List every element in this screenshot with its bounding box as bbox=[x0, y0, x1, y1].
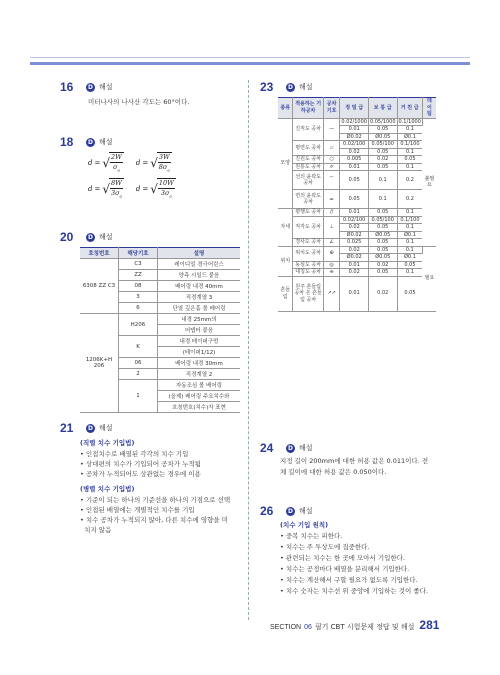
q20-heading bbox=[60, 230, 113, 244]
table-cell: 0.02 bbox=[340, 246, 369, 254]
table-cell: 어댑터 붙음 bbox=[158, 325, 241, 336]
table-cell: 0.02/1000 bbox=[341, 118, 367, 125]
q26-label: 해설 bbox=[299, 507, 313, 515]
table-cell: Ø0.1 bbox=[397, 231, 422, 239]
q26-bullet: • 치수는 공정마다 배열을 분리해서 기입한다. bbox=[280, 565, 410, 573]
table-cell: 0.05 bbox=[397, 156, 422, 164]
table-cell: 0.1 bbox=[397, 126, 422, 134]
table-cell: 6 bbox=[119, 303, 158, 314]
table-cell: 모양 bbox=[278, 118, 293, 209]
table-cell: Ø0.02 bbox=[340, 133, 369, 141]
table-cell: 0.02 bbox=[368, 261, 397, 269]
table-cell: ↗↗ bbox=[323, 276, 340, 311]
table-cell: 레이디얼 경극어린스 bbox=[158, 259, 241, 270]
table-cell: 1206K+H 206 bbox=[80, 314, 119, 413]
table-header-cell: 보 통 급 bbox=[368, 98, 397, 119]
q24-text-line-2: 체 길이에 대한 허용 값은 0.050이다. bbox=[280, 468, 387, 476]
table-cell: ∠ bbox=[323, 239, 340, 247]
table-cell: 베어링 내경 30mm bbox=[158, 358, 241, 369]
q18-formula-1: d = √ $\frac{2W}{\sigma_a}$ d = √ $\frac{3W}{8\sigma_a}$ bbox=[88, 153, 170, 173]
q18-heading bbox=[60, 135, 113, 149]
table-header-cell: 적용하는 기하공차 bbox=[293, 98, 323, 119]
table-cell: 평면도 공차 bbox=[293, 141, 323, 156]
table-cell: 0.1 bbox=[397, 148, 422, 156]
table-cell: 0.2 bbox=[397, 171, 422, 190]
q18-formula-2: d = √ $\frac{8W}{3\sigma_a}$ d = √ $\frac{10W}{3\sigma_a}$ bbox=[88, 179, 174, 199]
table-cell: Ø0.1 bbox=[397, 133, 422, 141]
table-cell: 0.1/1000 bbox=[398, 118, 421, 125]
q21-bullet: • 기준이 되는 하나의 기준선을 하나의 기점으로 선택 bbox=[80, 496, 231, 504]
table-cell: 필요 bbox=[422, 246, 436, 311]
table-header-cell: 설명 bbox=[158, 248, 241, 259]
table-cell: 양측 시일드 붙음 bbox=[158, 270, 241, 281]
q21-bullet: • 치수 공차가 누적되지 않아, 다른 치수에 영향을 미 bbox=[80, 516, 229, 524]
answer-icon: D bbox=[86, 424, 95, 433]
q26-bullet: • 치수는 계산해서 구할 필요가 없도록 기입한다. bbox=[280, 576, 418, 584]
footer-title: 필기 CBT 시험문제 정답 및 해설 bbox=[314, 623, 415, 631]
table-cell: 단열 깊은홈 볼 베어링 bbox=[158, 303, 241, 314]
table-cell: 1 bbox=[119, 380, 158, 413]
table-cell: Ø0.1 bbox=[397, 254, 422, 262]
q26-bullet: • 관련되는 치수는 한 곳에 모아서 기입한다. bbox=[280, 554, 406, 562]
table-cell: Ø0.05 bbox=[368, 133, 397, 141]
table-cell: 0.05/100 bbox=[368, 141, 397, 149]
table-cell: 0.1 bbox=[397, 269, 422, 277]
table-cell: 진원도 공차 bbox=[293, 156, 323, 164]
table-cell: 진직도 공차 bbox=[293, 118, 323, 141]
table-cell: ⌭ bbox=[323, 163, 340, 171]
q21-heading bbox=[60, 421, 113, 435]
table-cell: 동심도 공차 bbox=[293, 261, 323, 269]
table-cell: 0.1 bbox=[397, 163, 422, 171]
table-cell: 위치도 공차 bbox=[293, 246, 323, 261]
q21-label: 해설 bbox=[99, 424, 113, 432]
table-cell: ⌓ bbox=[323, 190, 340, 209]
table-cell: 0.02 bbox=[340, 224, 369, 232]
table-cell: 0.05 bbox=[368, 126, 397, 134]
table-cell: 호칭번호(치수)자 표현 bbox=[158, 402, 241, 413]
table-cell: 08 bbox=[119, 281, 158, 292]
table-cell: ○ bbox=[323, 156, 340, 164]
table-cell: 0.1/100 bbox=[397, 216, 422, 224]
q16-label: 해설 bbox=[99, 83, 113, 91]
q24-text-line-1: 지정 길이 200mm에 대한 허용 값은 0.011이다. 전 bbox=[280, 457, 429, 465]
table-cell: 흔들림 bbox=[278, 276, 293, 311]
table-cell: // bbox=[323, 209, 340, 217]
table-cell: 0.1/100 bbox=[397, 141, 422, 149]
q23-heading bbox=[260, 80, 313, 94]
table-cell: 위치 bbox=[278, 246, 293, 276]
table-header-cell: 해당기호 bbox=[119, 248, 158, 259]
table-header-cell: 정 밀 급 bbox=[340, 98, 369, 119]
geometric-tolerance-table bbox=[278, 97, 436, 312]
table-cell: 원통도 공차 bbox=[293, 163, 323, 171]
table-cell: 0.005 bbox=[340, 156, 369, 164]
q16-number: 16 bbox=[60, 80, 74, 94]
table-cell: 0.02/100 bbox=[340, 141, 369, 149]
table-cell: 직경계열 2 bbox=[158, 369, 241, 380]
table-cell: K bbox=[119, 336, 158, 358]
table-cell: 0.05 bbox=[397, 261, 422, 269]
q18-number: 18 bbox=[60, 135, 74, 149]
answer-icon: D bbox=[286, 507, 295, 516]
page-number: 281 bbox=[419, 618, 440, 632]
header-thin-rule bbox=[30, 57, 470, 58]
table-cell: ◎ bbox=[323, 261, 340, 269]
table-cell: 0.1 bbox=[397, 239, 422, 247]
table-cell: Ø0.05 bbox=[368, 231, 397, 239]
answer-icon: D bbox=[286, 83, 295, 92]
q23-number: 23 bbox=[260, 80, 274, 94]
table-cell: 0.2 bbox=[397, 190, 422, 209]
table-cell: 0.025 bbox=[340, 239, 369, 247]
q21-bullet: • 상대편의 치수가 기입되어 공차가 누적됨 bbox=[80, 460, 201, 468]
bearing-table bbox=[80, 247, 240, 413]
q26-bullet: • 치수는 주 투상도에 집중한다. bbox=[280, 543, 370, 551]
q20-label: 해설 bbox=[99, 233, 113, 241]
answer-icon: D bbox=[286, 444, 295, 453]
table-cell: C3 bbox=[119, 259, 158, 270]
table-cell: 0.1 bbox=[397, 224, 422, 232]
table-cell: 0.05/100 bbox=[368, 216, 397, 224]
table-cell: 0.01 bbox=[340, 209, 369, 217]
table-cell: 0.02 bbox=[340, 269, 369, 277]
table-cell: 직각도 공차 bbox=[293, 216, 323, 239]
table-cell: — bbox=[323, 118, 340, 141]
table-header-cell: 데 이 텀 bbox=[422, 98, 436, 119]
q18-label: 해설 bbox=[99, 138, 113, 146]
table-cell: 내경 테이퍼구멍 bbox=[158, 336, 241, 347]
answer-icon: D bbox=[86, 138, 95, 147]
table-cell: 0.1 bbox=[397, 209, 422, 217]
column-separator bbox=[248, 80, 249, 620]
q24-number: 24 bbox=[260, 441, 274, 455]
table-cell: (테이퍼1/12) bbox=[158, 347, 241, 358]
table-header-cell: 공차 기호 bbox=[323, 98, 340, 119]
table-cell: 내경 25mm의 bbox=[158, 314, 241, 325]
table-header-cell: 거 친 급 bbox=[397, 98, 422, 119]
table-cell: 선의 윤곽도 공차 bbox=[293, 171, 323, 190]
q21-subheading-1: (직렬 치수 기입법) bbox=[80, 439, 135, 447]
table-cell: Ø0.05 bbox=[368, 254, 397, 262]
table-cell: ⊥ bbox=[323, 216, 340, 239]
table-cell: Ø0.02 bbox=[340, 254, 369, 262]
table-cell: 0.05 bbox=[368, 239, 397, 247]
table-cell: H206 bbox=[119, 314, 158, 336]
table-cell: 0.05 bbox=[368, 209, 397, 217]
footer-section-number: 06 bbox=[304, 624, 312, 631]
table-cell: 0.05 bbox=[368, 148, 397, 156]
table-cell: 베어링 내경 40mm bbox=[158, 281, 241, 292]
table-cell: ▱ bbox=[323, 141, 340, 156]
q26-heading bbox=[260, 504, 313, 518]
table-cell: 자동조심 볼 베어링 bbox=[158, 380, 241, 391]
table-cell: ⊕ bbox=[323, 246, 340, 261]
table-cell: 0.05 bbox=[397, 276, 422, 311]
table-cell: 평행도 공차 bbox=[293, 209, 323, 217]
table-cell: 경사도 공차 bbox=[293, 239, 323, 247]
table-cell: 불필요 bbox=[422, 118, 436, 246]
table-cell: 0.05 bbox=[368, 224, 397, 232]
table-cell: 0.1 bbox=[397, 246, 422, 254]
q21-bullet: • 공차가 누적되어도 상관없는 경우에 이용 bbox=[80, 470, 201, 478]
table-cell: 3 bbox=[119, 292, 158, 303]
q21-bullet: 치지 않음 bbox=[80, 526, 112, 534]
table-cell: 0.05 bbox=[340, 190, 369, 209]
answer-icon: D bbox=[86, 233, 95, 242]
q21-number: 21 bbox=[60, 421, 74, 435]
table-cell: 자세 bbox=[278, 209, 293, 247]
table-header-cell: 호칭번호 bbox=[80, 248, 119, 259]
table-cell: 2 bbox=[119, 369, 158, 380]
table-cell: 원주 흔들림 공차 온 흔들림 공차 bbox=[293, 276, 323, 311]
table-cell: Ø0.02 bbox=[340, 231, 369, 239]
table-cell: 직경계열 3 bbox=[158, 292, 241, 303]
table-cell: 0.05 bbox=[368, 246, 397, 254]
table-cell: 0.02 bbox=[368, 156, 397, 164]
q21-bullet: • 인접된 배열에는 개별적인 치수를 기입 bbox=[80, 506, 195, 514]
table-cell: 0.1 bbox=[368, 190, 397, 209]
table-cell: 0.02 bbox=[368, 276, 397, 311]
q26-subheading: (치수 기입 원칙) bbox=[280, 521, 329, 529]
q24-heading bbox=[260, 441, 313, 455]
table-cell: 06 bbox=[119, 358, 158, 369]
table-cell: 0.01 bbox=[340, 163, 369, 171]
table-cell: 0.01 bbox=[340, 276, 369, 311]
answer-icon: D bbox=[86, 83, 95, 92]
table-cell: 0.01 bbox=[340, 126, 369, 134]
q16-text: 미터나사의 나사산 각도는 60°이다. bbox=[88, 98, 190, 106]
q26-number: 26 bbox=[260, 504, 274, 518]
q26-bullet: • 중복 치수는 피한다. bbox=[280, 532, 343, 540]
table-cell: 대칭도 공차 bbox=[293, 269, 323, 277]
table-cell: 0.1 bbox=[368, 171, 397, 190]
table-cell: ZZ bbox=[119, 270, 158, 281]
table-cell: ⌒ bbox=[323, 171, 340, 190]
table-cell: ⌯ bbox=[323, 269, 340, 277]
q24-label: 해설 bbox=[299, 444, 313, 452]
header-rule bbox=[30, 62, 470, 65]
table-header-cell: 종류 bbox=[278, 98, 293, 119]
table-cell: 0.05 bbox=[368, 269, 397, 277]
q26-bullet: • 치수 숫자는 치수선 위 중앙에 기입하는 것이 좋다. bbox=[280, 587, 429, 595]
table-cell: 0.05/1000 bbox=[369, 118, 396, 125]
table-cell: 0.05 bbox=[368, 163, 397, 171]
table-cell: 0.02/100 bbox=[340, 216, 369, 224]
q21-subheading-2: (병렬 치수 기입법) bbox=[80, 485, 135, 493]
table-cell: 면의 윤곽도 공차 bbox=[293, 190, 323, 209]
q20-number: 20 bbox=[60, 230, 74, 244]
table-cell: 0.01 bbox=[340, 261, 369, 269]
q23-label: 해설 bbox=[299, 83, 313, 91]
table-cell: 6308 ZZ C3 bbox=[80, 259, 119, 314]
q16-heading bbox=[60, 80, 113, 94]
page-footer bbox=[270, 618, 439, 632]
table-cell: 0.05 bbox=[340, 171, 369, 190]
table-cell: 0.02 bbox=[340, 148, 369, 156]
q21-bullet: • 인접치수로 배열된 각각의 치수 기입 bbox=[80, 450, 189, 458]
footer-section-label: SECTION bbox=[270, 624, 302, 631]
table-cell: (올제) 베어링 주요치수와 bbox=[158, 391, 241, 402]
